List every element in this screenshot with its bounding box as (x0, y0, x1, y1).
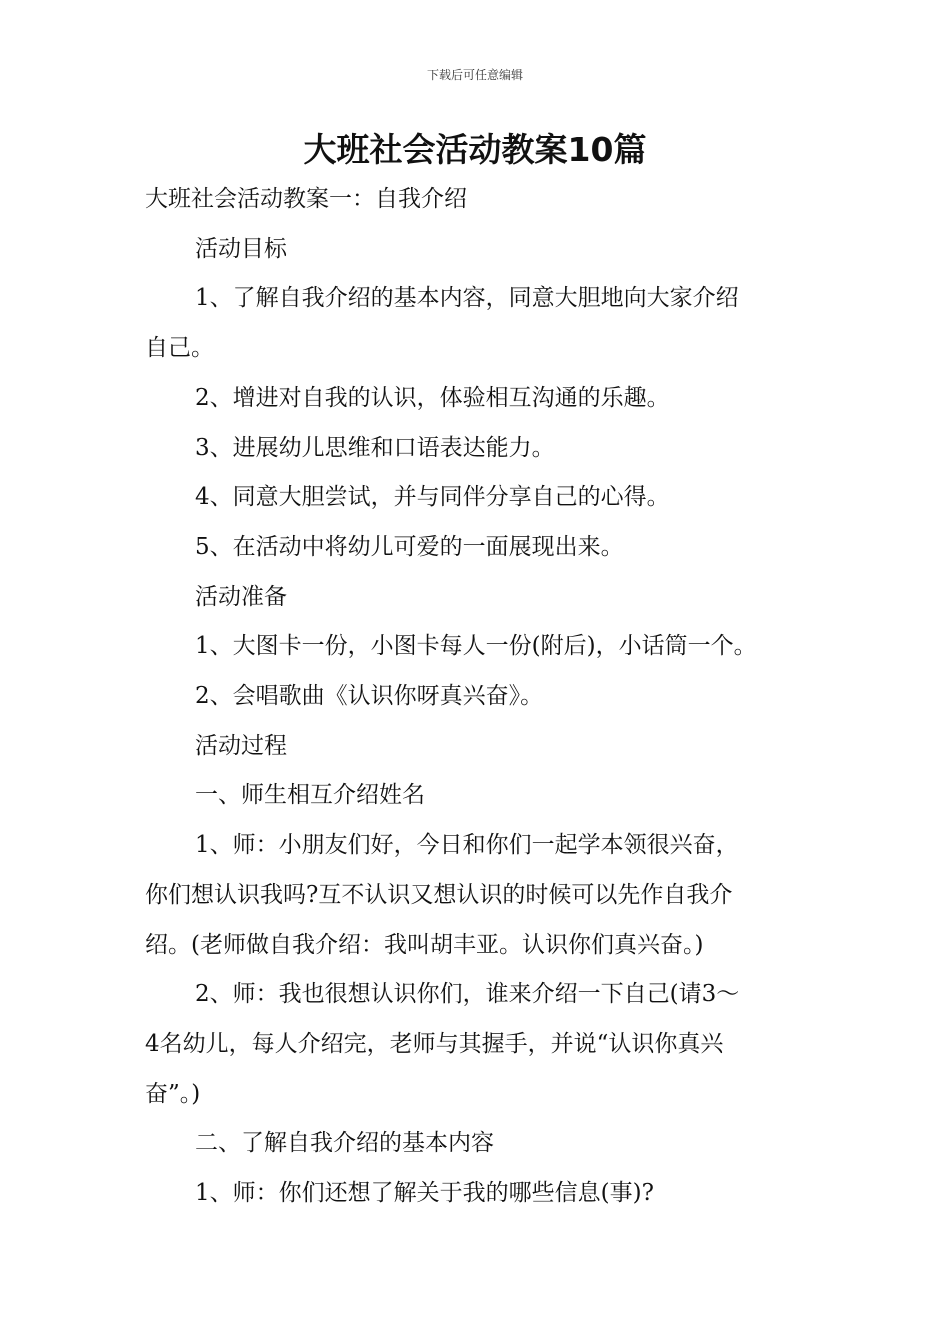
body-line: 奋”。) (145, 1080, 201, 1107)
body-line: 2、师：我也很想认识你们，谁来介绍一下自己(请3～ (195, 981, 740, 1008)
body-line: 一、师生相互介绍姓名 (195, 782, 425, 809)
body-line: 活动目标 (195, 235, 287, 262)
body-line: 二、了解自我介绍的基本内容 (195, 1130, 494, 1157)
body-line: 1、师：你们还想了解关于我的哪些信息(事)? (195, 1180, 654, 1207)
body-line: 2、增进对自我的认识，体验相互沟通的乐趣。 (195, 384, 670, 411)
body-line: 5、在活动中将幼儿可爱的一面展现出来。 (195, 533, 624, 560)
body-line: 活动过程 (195, 732, 287, 759)
document-title: 大班社会活动教案10篇 (303, 130, 647, 169)
body-line: 3、进展幼儿思维和口语表达能力。 (195, 434, 555, 461)
page-header-note: 下载后可任意编辑 (426, 68, 523, 82)
body-line: 1、大图卡一份，小图卡每人一份(附后)，小话筒一个。 (195, 633, 757, 660)
body-line: 大班社会活动教案一：自我介绍 (145, 186, 467, 212)
body-line: 4名幼儿，每人介绍完，老师与其握手，并说“认识你真兴 (145, 1030, 724, 1057)
body-line: 4、同意大胆尝试，并与同伴分享自己的心得。 (195, 484, 670, 511)
body-line: 你们想认识我吗?互不认识又想认识的时候可以先作自我介 (145, 881, 733, 908)
body-line: 活动准备 (195, 583, 287, 610)
document-body (145, 175, 815, 1219)
body-line: 1、了解自我介绍的基本内容，同意大胆地向大家介绍 (195, 285, 739, 312)
body-line: 绍。(老师做自我介绍：我叫胡丰亚。认识你们真兴奋。) (145, 931, 704, 958)
body-line: 1、师：小朋友们好，今日和你们一起学本领很兴奋， (195, 832, 739, 859)
body-line: 自己。 (145, 335, 214, 362)
body-line: 2、会唱歌曲《认识你呀真兴奋》。 (195, 683, 544, 710)
